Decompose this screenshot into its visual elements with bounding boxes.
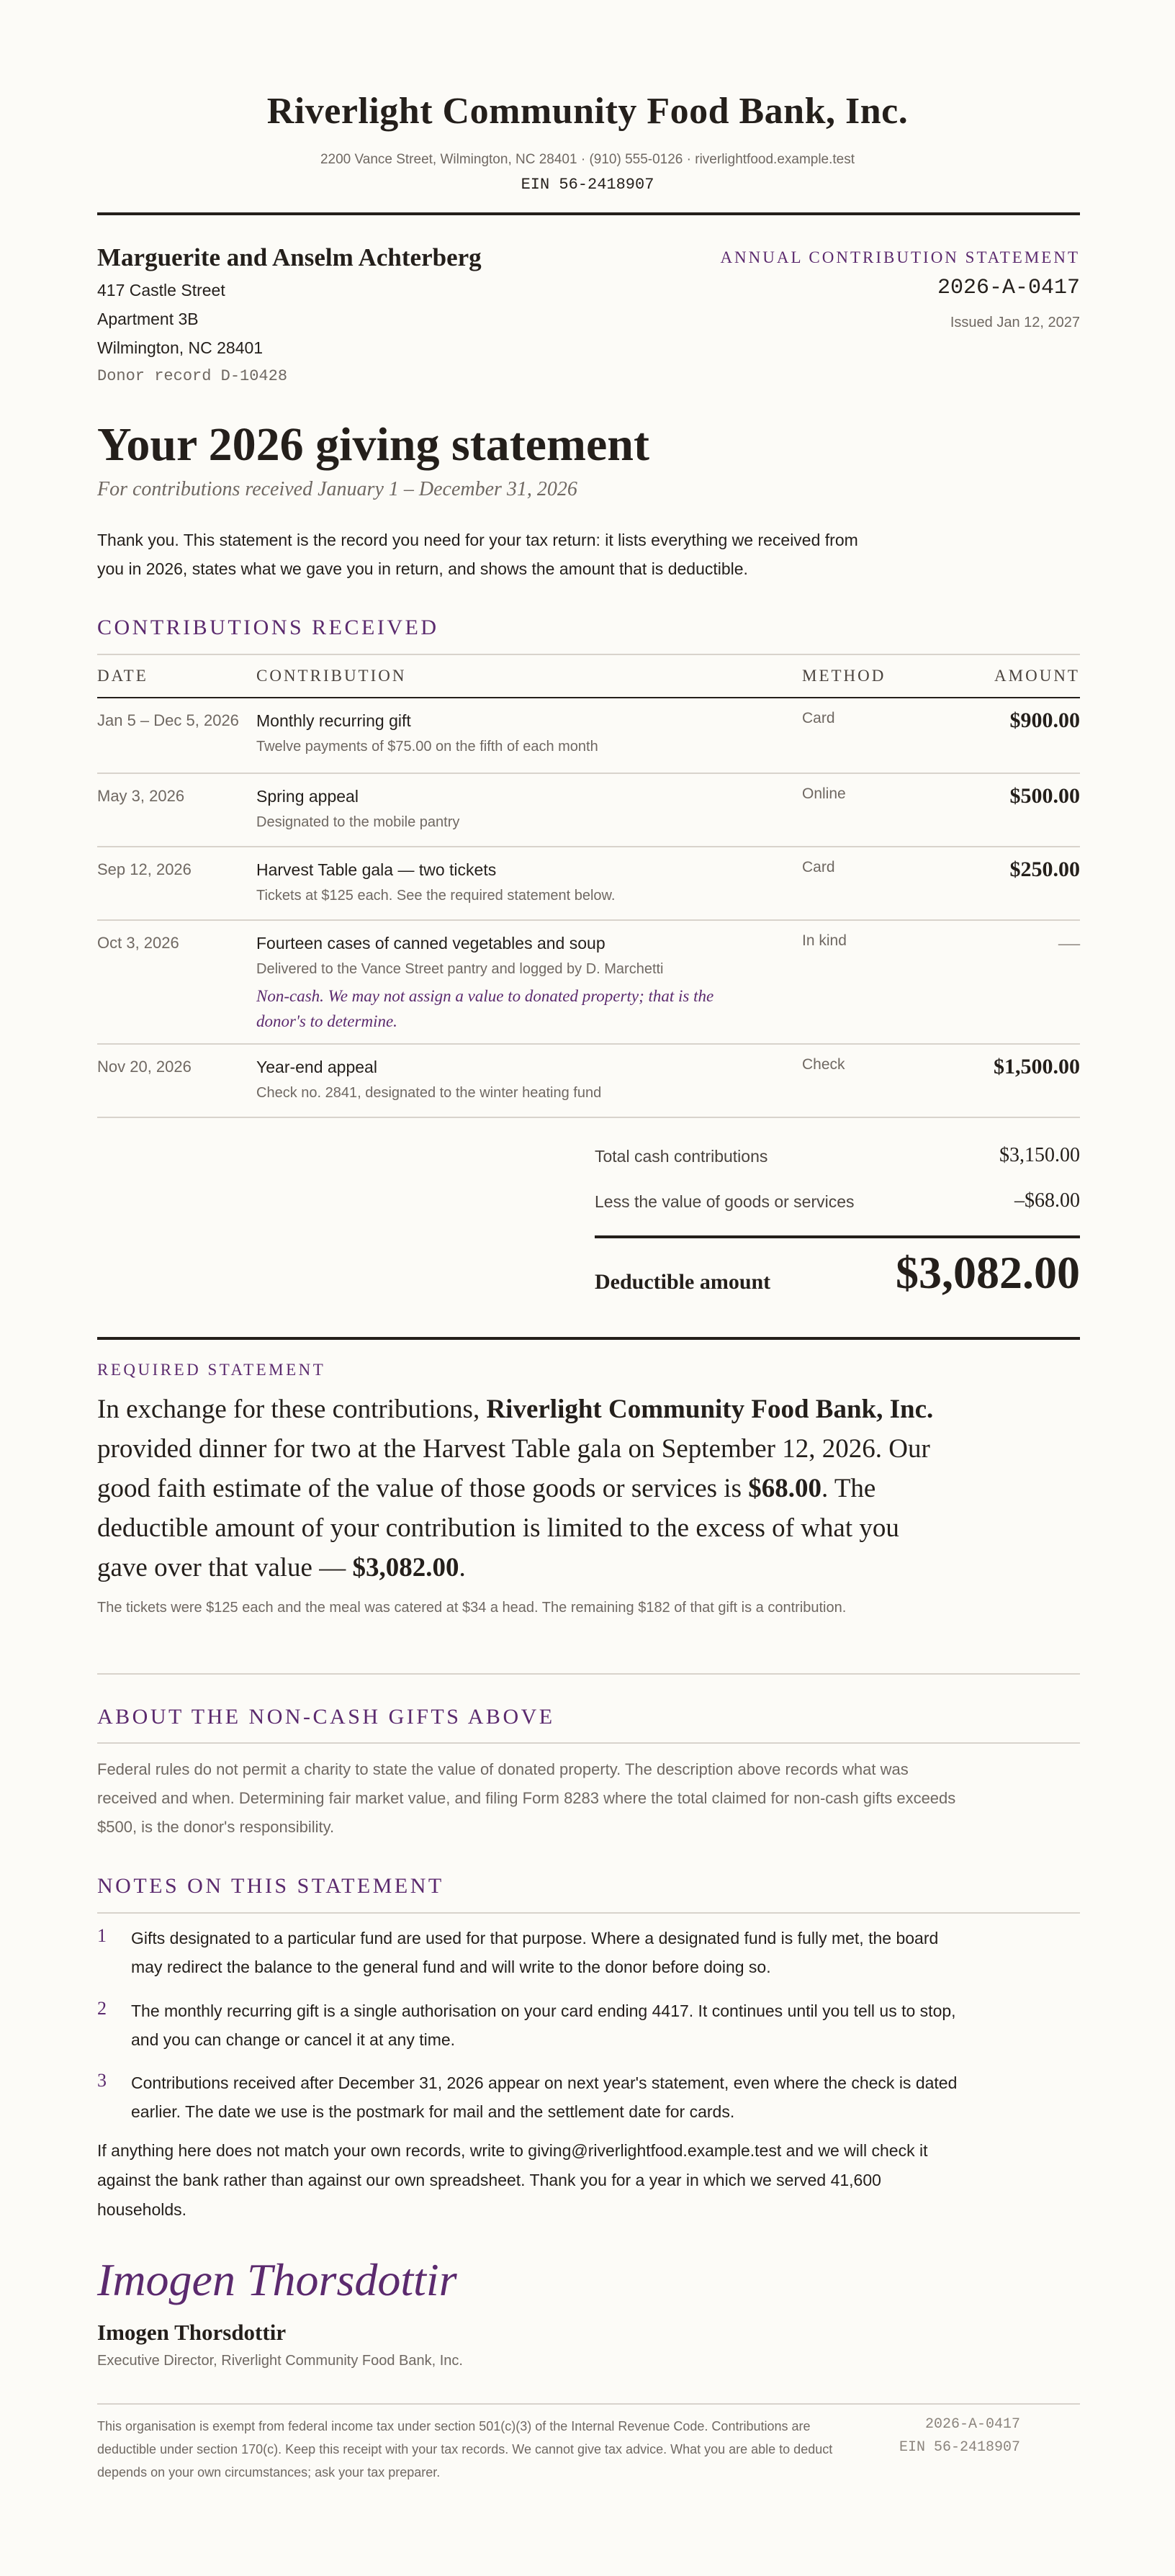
- table-row: [97, 1045, 1080, 1117]
- required-goods-value: $68.00: [748, 1474, 821, 1503]
- row-description: Designated to the mobile pantry: [256, 814, 460, 830]
- row-amount: $250.00: [1009, 857, 1080, 881]
- note-number: 3: [97, 2070, 107, 2091]
- required-text-part: . The deductible amount of your contribution is limited to the excess of what you gave over that value —: [97, 1474, 899, 1582]
- row-title: Fourteen cases of canned vegetables and soup: [256, 934, 605, 953]
- donor-address-line: Apartment 3B: [97, 310, 199, 328]
- notes-heading: NOTES ON THIS STATEMENT: [97, 1874, 444, 1898]
- letterhead-divider: [97, 212, 1080, 215]
- note-text: Gifts designated to a particular fund are used for that purpose. Where a designated fund is fully met, the board may redirect the balance to the general fund and will write to the donor before doing so.: [131, 1929, 939, 1976]
- footer-disclaimer: This organisation is exempt from federal income tax under section 501(c)(3) of the Internal Revenue Code. Contributions are deductible under section 170(c). Keep this receipt with your tax records. We cannot give tax advice. What you are able to deduct depends on your own circumstances; ask your tax preparer.: [97, 2419, 833, 2480]
- table-row: [97, 921, 1080, 1043]
- table-row: [97, 847, 1080, 919]
- signatory-title: Executive Director, Riverlight Community Food Bank, Inc.: [97, 2353, 463, 2369]
- row-method: In kind: [802, 932, 847, 949]
- required-deductible-value: $3,082.00: [352, 1553, 459, 1582]
- required-text-part: In exchange for these contributions,: [97, 1395, 487, 1424]
- section-divider: [97, 1742, 1080, 1744]
- required-statement-heading: REQUIRED STATEMENT: [97, 1361, 326, 1379]
- note-number: 1: [97, 1925, 107, 1946]
- row-title: Spring appeal: [256, 787, 359, 806]
- page-title: Your 2026 giving statement: [97, 418, 649, 471]
- required-statement-text: [97, 1390, 947, 1588]
- deductible-label: Deductible amount: [595, 1270, 771, 1294]
- row-date: Nov 20, 2026: [97, 1058, 192, 1076]
- row-date: Jan 5 – Dec 5, 2026: [97, 711, 239, 729]
- row-method: Card: [802, 710, 835, 726]
- total-cash-value: $3,150.00: [999, 1144, 1080, 1166]
- signatory-name: Imogen Thorsdottir: [97, 2320, 287, 2345]
- deductible-value: $3,082.00: [896, 1247, 1080, 1298]
- noncash-heading: ABOUT THE NON-CASH GIFTS ABOVE: [97, 1705, 555, 1729]
- table-row: [97, 774, 1080, 846]
- org-name: Riverlight Community Food Bank, Inc.: [266, 91, 909, 132]
- row-description: Check no. 2841, designated to the winter heating fund: [256, 1085, 602, 1101]
- row-date: May 3, 2026: [97, 787, 185, 805]
- required-statement-detail: The tickets were $125 each and the meal was catered at $34 a head. The remaining $182 of that gift is a contribution.: [97, 1600, 847, 1616]
- total-cash-label: Total cash contributions: [595, 1147, 768, 1166]
- row-method: Card: [802, 859, 835, 875]
- signature-image: Imogen Thorsdottir: [97, 2254, 457, 2305]
- closing-paragraph: If anything here does not match your own records, write to giving@riverlightfood.example.test and we will check it against the bank rather than against our own spreadsheet. Thank you for a year in which we served 41,600 households.: [97, 2141, 928, 2219]
- row-noncash-note: Non-cash. We may not assign a value to donated property; that is the donor's to determine.: [256, 987, 714, 1030]
- donor-address-line: 417 Castle Street: [97, 281, 225, 300]
- org-address: 2200 Vance Street, Wilmington, NC 28401 · (910) 555-0126 · riverlightfood.example.test: [320, 152, 855, 167]
- statement-issued-date: Issued Jan 12, 2027: [950, 315, 1080, 330]
- noncash-paragraph: Federal rules do not permit a charity to state the value of donated property. The description above records what was received and when. Determining fair market value, and filing Form 8283 where the total claimed for non-cash gifts exceeds $500, is the donor's responsibility.: [97, 1760, 956, 1836]
- row-date: Sep 12, 2026: [97, 860, 192, 878]
- column-header-contribution: CONTRIBUTION: [256, 667, 407, 685]
- table-row: [97, 698, 1080, 773]
- totals-rule: [595, 1235, 1080, 1238]
- less-goods-label: Less the value of goods or services: [595, 1192, 855, 1211]
- row-divider: [97, 1117, 1080, 1118]
- row-method: Online: [802, 785, 846, 802]
- section-divider: [97, 654, 1080, 655]
- note-text: The monthly recurring gift is a single authorisation on your card ending 4417. It continues until you tell us to stop, and you can change or cancel it at any time.: [131, 2001, 956, 2049]
- row-title: Year-end appeal: [256, 1058, 377, 1076]
- column-header-amount: AMOUNT: [994, 667, 1080, 685]
- row-description: Twelve payments of $75.00 on the fifth of each month: [256, 739, 598, 755]
- required-org-name: Riverlight Community Food Bank, Inc.: [486, 1395, 934, 1424]
- less-goods-value: –$68.00: [1014, 1189, 1080, 1212]
- row-method: Check: [802, 1056, 845, 1073]
- org-ein: EIN 56-2418907: [521, 176, 654, 194]
- row-amount: $900.00: [1009, 708, 1080, 732]
- row-amount: $1,500.00: [994, 1055, 1080, 1078]
- donor-record: Donor record D-10428: [97, 367, 288, 385]
- footer-ein: EIN 56-2418907: [899, 2439, 1020, 2456]
- section-divider: [97, 1673, 1080, 1675]
- row-description: Tickets at $125 each. See the required statement below.: [256, 888, 616, 904]
- page-subtitle: For contributions received January 1 – December 31, 2026: [97, 478, 577, 500]
- row-amount: $500.00: [1009, 784, 1080, 808]
- required-text-part: .: [459, 1553, 466, 1582]
- note-number: 2: [97, 1998, 107, 2019]
- required-text-part: provided dinner for two at the Harvest Table gala on September 12, 2026. Our good faith estimate of the value of those goods or services is: [97, 1434, 930, 1503]
- contributions-heading: CONTRIBUTIONS RECEIVED: [97, 616, 439, 639]
- totals-section-divider: [97, 1337, 1080, 1340]
- row-date: Oct 3, 2026: [97, 934, 179, 952]
- intro-paragraph: Thank you. This statement is the record you need for your tax return: it lists everything we received from you in 2026, states what we gave you in return, and shows the amount that is deductible.: [97, 531, 858, 578]
- row-description: Delivered to the Vance Street pantry and logged by D. Marchetti: [256, 961, 664, 977]
- statement-number: 2026-A-0417: [937, 276, 1080, 300]
- row-title: Harvest Table gala — two tickets: [256, 860, 497, 879]
- note-text: Contributions received after December 31, 2026 appear on next year's statement, even where the check is dated earlier. The date we use is the postmark for mail and the settlement date for cards.: [131, 2073, 958, 2121]
- statement-label: ANNUAL CONTRIBUTION STATEMENT: [720, 248, 1080, 266]
- donor-address-line: Wilmington, NC 28401: [97, 338, 264, 357]
- column-header-method: METHOD: [802, 667, 886, 685]
- footer-divider: [97, 2403, 1080, 2405]
- row-amount: —: [1058, 931, 1080, 955]
- footer-statement-number: 2026-A-0417: [924, 2416, 1020, 2433]
- row-title: Monthly recurring gift: [256, 711, 411, 730]
- section-divider: [97, 1912, 1080, 1914]
- column-header-date: DATE: [97, 667, 148, 685]
- donor-name: Marguerite and Anselm Achterberg: [97, 243, 482, 271]
